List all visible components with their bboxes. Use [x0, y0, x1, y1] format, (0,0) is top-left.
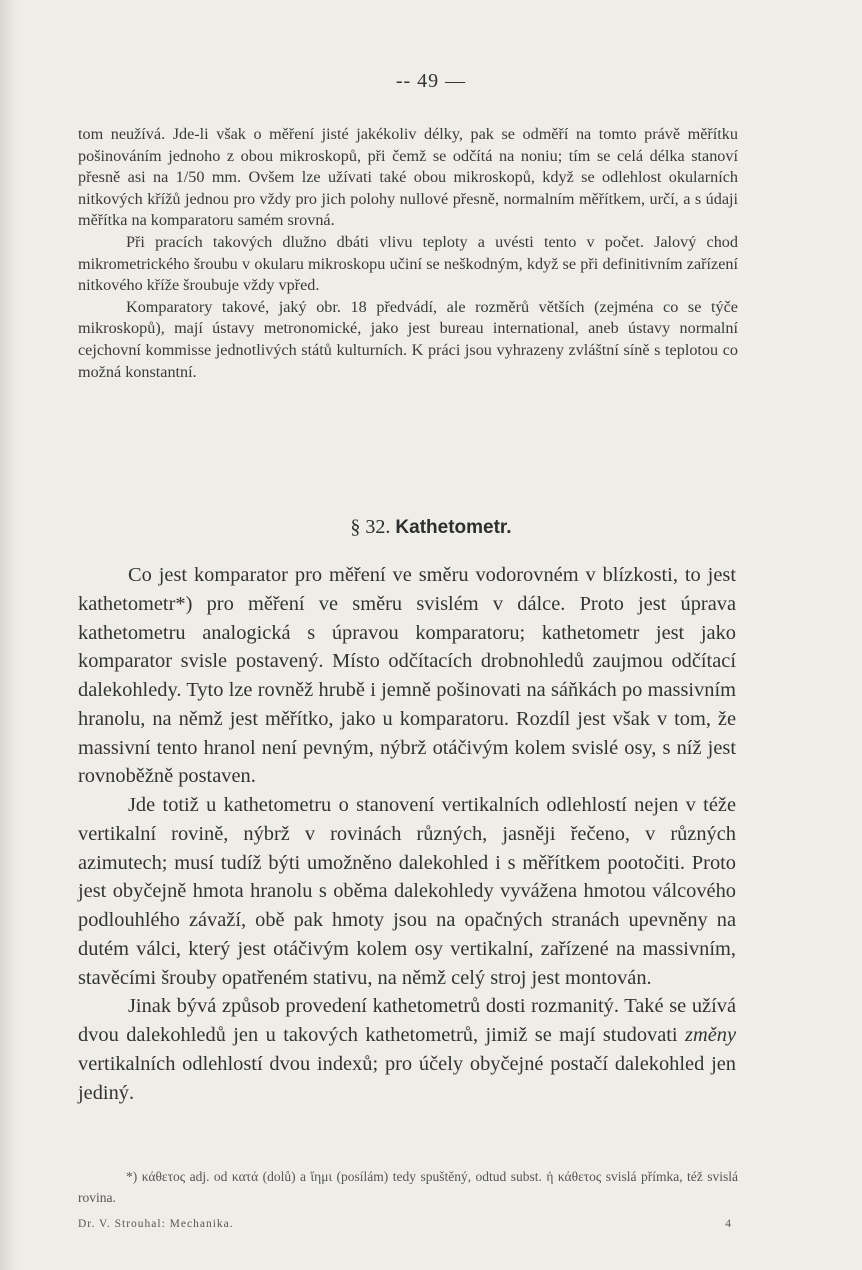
continuation-paragraph-2: Při pracích takových dlužno dbáti vlivu teploty a uvésti tento v počet. Jalový chod mikrometrického šroubu v okularu mikroskopu učiní se neškodným, když se při definitivním zařízení nitkového kříže šroubuje vždy vpřed. [78, 232, 738, 295]
body-paragraph-1: Co jest komparator pro měření ve směru vodorovném v blízkosti, to jest kathetometr*) pro měření ve směru svislém v dálce. Proto jest úprava kathetometru analogická s úpravou komparatoru; kathetometr jest jako komparator svisle postavený. Místo odčítacích drobnohledů zaujmou odčítací dalekohledy. Tyto lze rovněž hrubě i jemně pošinovati na sáňkách po massivním hranolu, na němž jest měřítko, jako u komparatoru. Rozdíl jest však v tom, že massivní tento hranol není pevným, nýbrž otáčivým kolem svislé osy, s níž jest rovnoběžně postaven. [78, 564, 736, 788]
continuation-paragraph-3: Komparatory takové, jaký obr. 18 předvádí, ale rozměrů větších (zejména co se týče mikroskopů), mají ústavy metronomické, jako jest bureau international, aneb ústavy normalní cejchovní kommisse jednotlivých států kulturních. K práci jsou vyhrazeny zvláštní síně s teplotou co možná konstantní. [78, 297, 738, 381]
continuation-text [78, 124, 738, 383]
emphasized-word: změny [685, 1024, 736, 1046]
footer-author: Dr. V. Strouhal: Mechanika. [78, 1218, 234, 1230]
body-paragraph-2: Jde totiž u kathetometru o stanovení vertikalních odlehlostí nejen v téže vertikalní rovině, nýbrž v rovinách různých, jasněji řečeno, v různých azimutech; musí tudíž býti umožněno dalekohled i s měřítkem pootočiti. Proto jest obyčejně hmota hranolu s oběma dalekohledy vyvážena hmotou válcového podlouhlého závaží, obě pak hmoty jsou na opačných stranách upevněny na dutém válci, který jest otáčivým kolem osy vertikalní, zařízené na massivním, stavěcími šrouby opatřeném stativu, na němž celý stroj jest montován. [78, 794, 736, 989]
page-gutter-shadow [0, 0, 18, 1270]
page-number: -- 49 — [395, 70, 467, 92]
section-title: Kathetometr. [395, 517, 512, 538]
section-heading [0, 516, 862, 539]
section-symbol: § 32. [350, 516, 391, 538]
footnote-text: *) κάθετος adj. od κατά (dolů) a ἵημι (posílám) tedy spuštěný, odtud subst. ἡ κάθετος svislá přímka, též svislá rovina. [78, 1169, 738, 1205]
section-body [78, 561, 736, 1107]
footnote [78, 1166, 738, 1208]
footer-signature: 4 [725, 1218, 732, 1230]
body-paragraph-3 [78, 992, 736, 1107]
continuation-paragraph-1: tom neužívá. Jde-li však o měření jisté jakékoliv délky, pak se odměří na tomto právě měřítku pošinováním jednoho z obou mikroskopů, při čemž se odčítá na noniu; tím se celá délka stanoví přesně asi na 1/50 mm. Ovšem lze užívati také obou mikroskopů, když se odlehlost okularních nitkových křížů jednou pro vždy pro jich polohy nullové přesně, normalním měřítkem, určí, a s údaji měřítka na komparatoru samém srovná. [78, 125, 738, 230]
body-paragraph-3-end: vertikalních odlehlostí dvou indexů; pro účely obyčejné postačí dalekohled jen jediný. [78, 1052, 736, 1104]
body-paragraph-3-start: Jinak bývá způsob provedení kathetometrů dosti rozmanitý. Také se užívá dvou dalekohledů jen u takových kathetometrů, jimiž se mají studovati [78, 995, 736, 1046]
page-footer [78, 1218, 738, 1230]
